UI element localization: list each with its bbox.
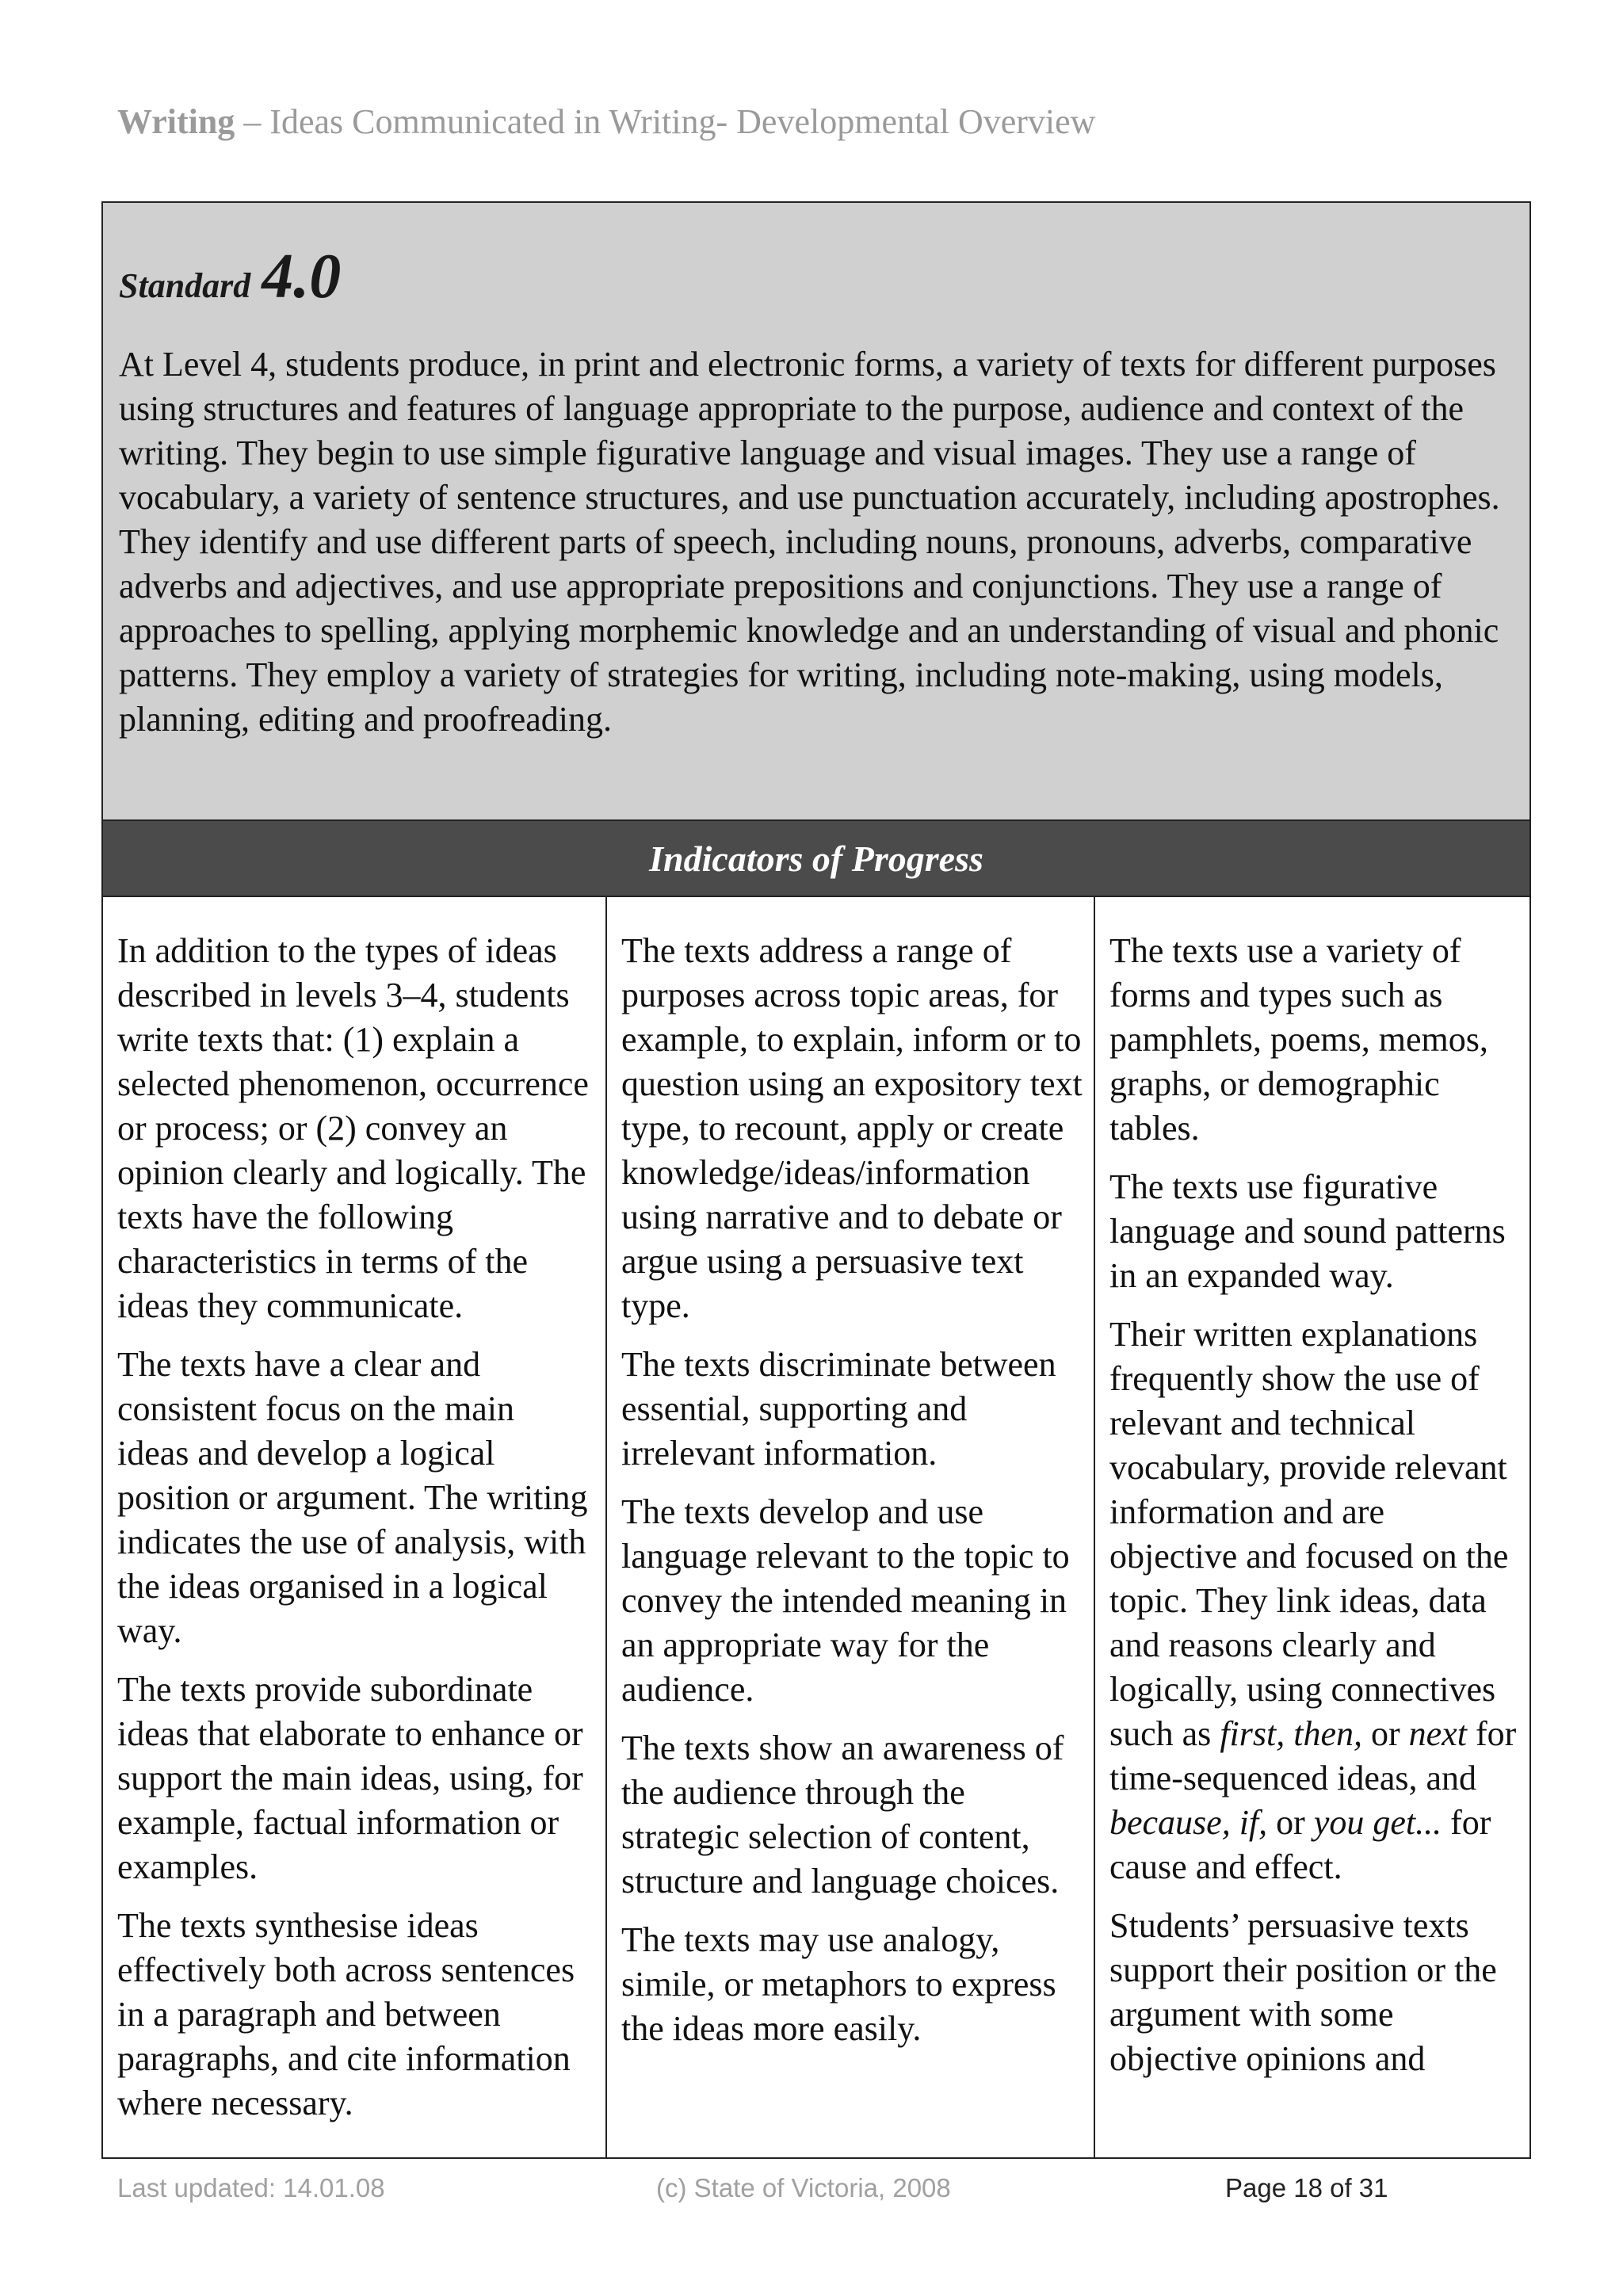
italic-run: next: [1408, 1714, 1467, 1753]
standard-heading: [119, 241, 341, 313]
italic-run: first, then,: [1220, 1714, 1362, 1753]
paragraph: The texts use a variety of forms and types such as pamphlets, poems, memos, graphs, or demographic tables.: [1109, 931, 1488, 1148]
paragraph: The texts provide subordinate ideas that elaborate to enhance or support the main ideas, using, for example, factual information or examples.: [117, 1670, 583, 1886]
standard-section: [103, 203, 1529, 821]
paragraph: The texts use figurative language and sound patterns in an expanded way.: [1109, 1167, 1506, 1295]
standard-table: [101, 201, 1531, 2159]
paragraph: The texts have a clear and consistent focus on the main ideas and develop a logical position or argument. The writing indicates the use of analysis, with the ideas organised in a logical way.: [117, 1345, 588, 1650]
indicators-column-3: [1095, 897, 1529, 2159]
paragraph: The texts develop and use language relevant to the topic to convey the intended meaning in an appropriate way for the audience.: [621, 1492, 1070, 1709]
paragraph: Students’ persuasive texts support their position or the argument with some objective opinions and: [1109, 1906, 1497, 2078]
footer-last-updated: Last updated: 14.01.08: [117, 2173, 385, 2202]
standard-description: At Level 4, students produce, in print and electronic forms, a variety of texts for different purposes using structures and features of language appropriate to the purpose, audience and context of the writing. They begin to use simple figurative language and visual images. They use a range of vocabulary, a variety of sentence structures, and use punctuation accurately, including apostrophes. They identify and use different parts of speech, including nouns, pronouns, adverbs, comparative adverbs and adjectives, and use appropriate prepositions and conjunctions. They use a range of approaches to spelling, applying morphemic knowledge and an understanding of visual and phonic patterns. They employ a variety of strategies for writing, including note-making, using models, planning, editing and proofreading.: [119, 345, 1500, 739]
paragraph-connectives: [1109, 1312, 1518, 1889]
italic-run: you get...: [1313, 1803, 1442, 1842]
standard-label: Standard: [119, 266, 251, 305]
header-title: – Ideas Communicated in Writing- Developmental Overview: [235, 102, 1096, 141]
text-run: Their written explanations frequently show the use of relevant and technical vocabulary, provide relevant information and are objective and focused on the topic. They link ideas, data and reasons clearly and logically, using connectives such as: [1109, 1315, 1509, 1753]
italic-run: because, if,: [1109, 1803, 1268, 1842]
paragraph: The texts discriminate between essential, supporting and irrelevant information.: [621, 1345, 1056, 1473]
standard-number: 4.0: [262, 242, 342, 311]
indicators-columns: [103, 897, 1529, 2159]
footer-page-number: Page 18 of 31: [1225, 2173, 1388, 2202]
text-run: for cause and effect.: [1109, 1803, 1491, 1886]
paragraph: The texts address a range of purposes across topic areas, for example, to explain, inform or to question using an expository text type, to recount, apply or create knowledge/ideas/information using narrative and to debate or argue using a persuasive text type.: [621, 931, 1083, 1325]
indicators-column-1: [103, 897, 607, 2159]
header-subject: Writing: [117, 102, 235, 141]
document-header: [117, 101, 1095, 142]
indicators-heading: Indicators of Progress: [103, 821, 1529, 897]
indicators-column-2: [607, 897, 1095, 2159]
paragraph: In addition to the types of ideas described in levels 3–4, students write texts that: (1) explain a selected phenomenon, occurrence or process; or (2) convey an opinion clearly and logically. The texts have the following characteristics in terms of the ideas they communicate.: [117, 931, 589, 1325]
text-run: for time-sequenced ideas, and: [1109, 1714, 1517, 1797]
text-run: or: [1267, 1803, 1314, 1842]
paragraph: The texts synthesise ideas effectively both across sentences in a paragraph and between paragraphs, and cite information where necessary.: [117, 1906, 575, 2122]
footer-copyright: (c) State of Victoria, 2008: [656, 2173, 951, 2202]
text-run: or: [1362, 1714, 1409, 1753]
paragraph: The texts show an awareness of the audience through the strategic selection of content, structure and language choices.: [621, 1729, 1064, 1901]
paragraph: The texts may use analogy, simile, or metaphors to express the ideas more easily.: [621, 1920, 1056, 2048]
